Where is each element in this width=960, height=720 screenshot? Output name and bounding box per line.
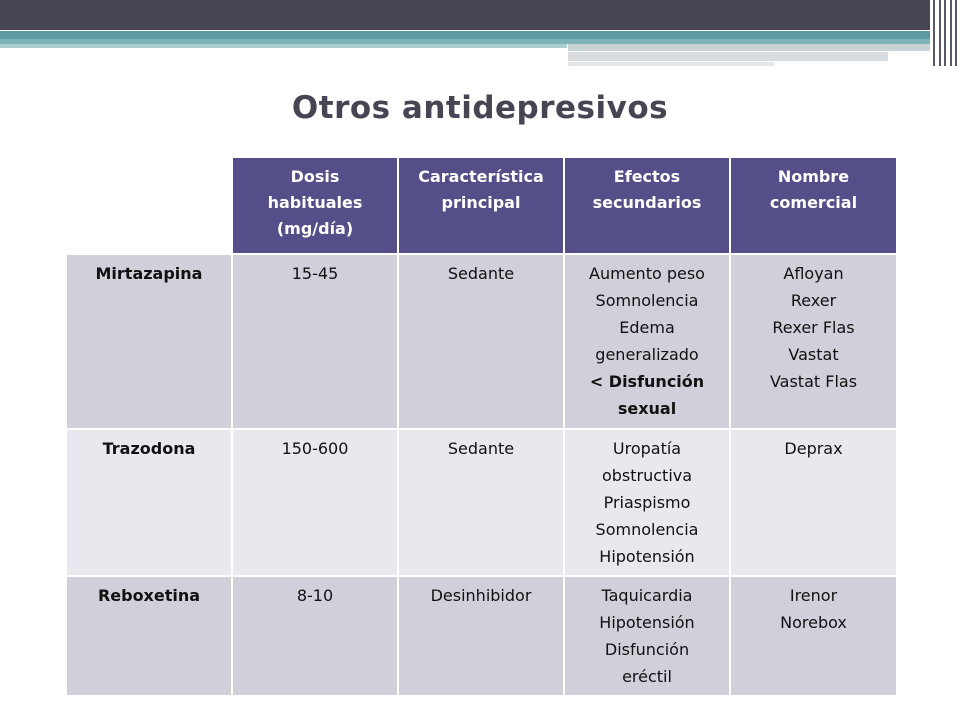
drug-brands [730,576,897,696]
table-row [66,429,897,576]
drug-brands [730,254,897,429]
effect-item: Uropatía [612,439,682,458]
brand-item: Afloyan [783,264,844,283]
drug-name: Trazodona [66,429,232,576]
effect-item: Disfunción [604,640,690,659]
drug-effects [564,254,730,429]
drug-dose: 8-10 [232,576,398,696]
header-effects-line: secundarios [592,193,702,212]
header-brand [730,157,897,254]
header-brand-line: comercial [769,193,858,212]
table-header-row [66,157,897,254]
header-corner [66,157,232,254]
header-dose-line: (mg/día) [276,219,354,238]
brand-item: Rexer Flas [772,318,855,337]
brand-item: Irenor [789,586,838,605]
table-row [66,576,897,696]
teal-band-3 [0,44,567,48]
header-dose-line: habituales [267,193,363,212]
effect-item: < Disfunción [589,372,705,391]
brand-item: Deprax [784,439,843,458]
header-dose [232,157,398,254]
drug-dose: 150-600 [232,429,398,576]
drug-dose: 15-45 [232,254,398,429]
grey-band-1 [568,44,930,51]
header-feature-line: Característica [418,167,544,186]
brand-item: Norebox [780,613,847,632]
page-title: Otros antidepresivos [291,90,669,126]
drug-feature: Desinhibidor [398,576,564,696]
brand-item: Vastat [788,345,839,364]
header-feature-line: principal [441,193,521,212]
drug-effects [564,576,730,696]
drug-name: Reboxetina [66,576,232,696]
effect-item: Somnolencia [595,520,699,539]
header-dose-line: Dosis [290,167,340,186]
effect-item: eréctil [622,667,672,686]
header-effects-line: Efectos [613,167,681,186]
grey-band-3 [568,62,774,66]
effect-item: Taquicardia [601,586,693,605]
drug-feature: Sedante [398,429,564,576]
effect-item: generalizado [595,345,699,364]
teal-band-1 [0,31,930,39]
top-decoration-bar [0,0,930,30]
header-brand-line: Nombre [777,167,850,186]
brand-item: Rexer [790,291,837,310]
drug-name: Mirtazapina [66,254,232,429]
table-row [66,254,897,429]
brand-item: Vastat Flas [769,372,858,391]
grey-band-2 [568,52,888,61]
drug-table [65,156,898,697]
header-feature [398,157,564,254]
effect-item: Hipotensión [599,613,695,632]
drug-effects [564,429,730,576]
header-effects [564,157,730,254]
effect-item: Priaspismo [603,493,691,512]
effect-item: Aumento peso [589,264,705,283]
effect-item: sexual [617,399,677,418]
corner-stripes [930,0,960,66]
effect-item: obstructiva [601,466,693,485]
drug-brands [730,429,897,576]
effect-item: Edema [619,318,675,337]
effect-item: Hipotensión [599,547,695,566]
drug-feature: Sedante [398,254,564,429]
effect-item: Somnolencia [595,291,699,310]
